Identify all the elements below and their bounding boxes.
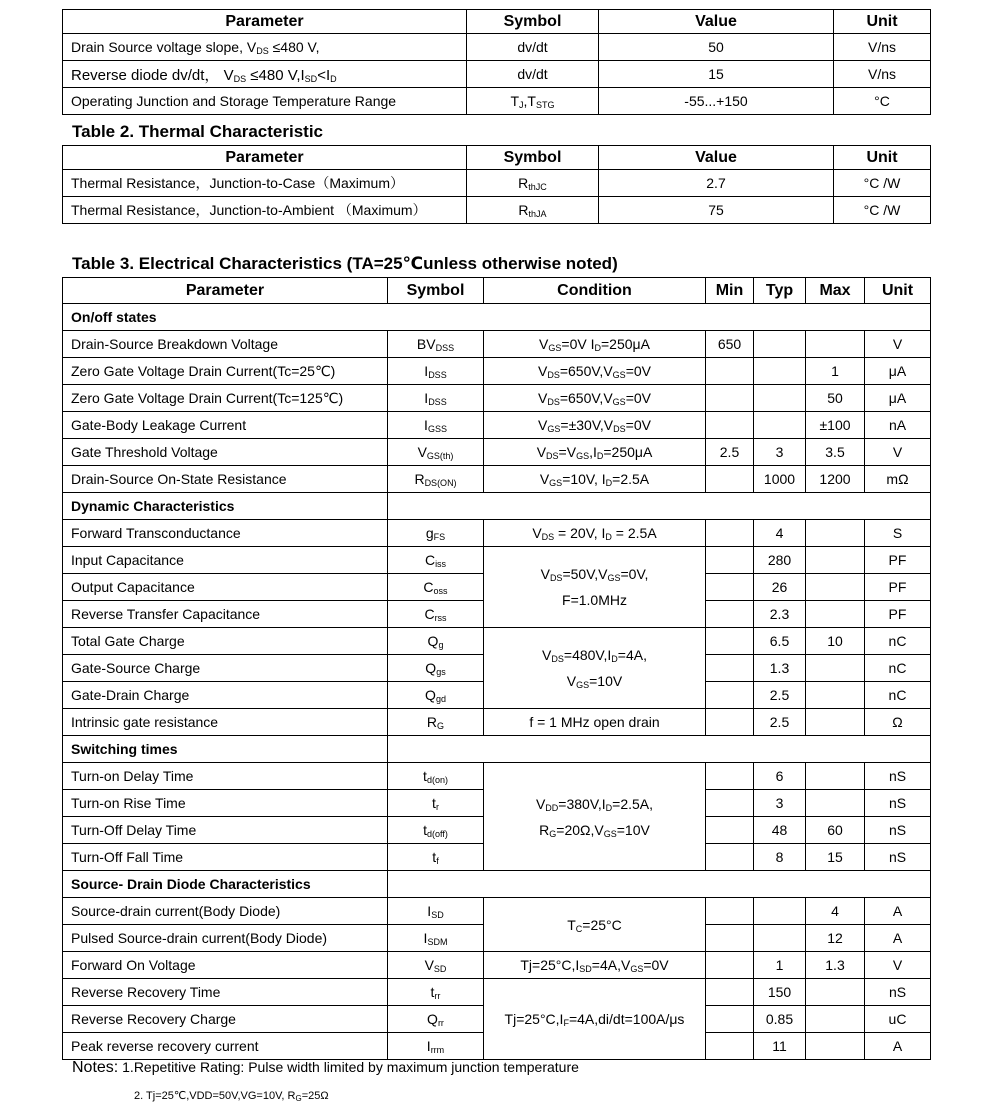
min-cell — [706, 898, 754, 925]
param-cell: Reverse diode dv/dt， $V_{DS} \le 480$ $V,I_{SD}<I_D$ — [63, 61, 467, 88]
condition-cell: $Tj=25^\circ C,I_{SD}=4A,V_{GS}=0V$ — [484, 952, 706, 979]
symbol-cell: $I_{DSS}$ — [388, 385, 484, 412]
condition-cell: $V_{DS}=50V,V_{GS}=0V$, F=1.0MHz — [484, 547, 706, 628]
typ-cell — [754, 385, 806, 412]
condition-cell: $T_C=25^\circ C$ — [484, 898, 706, 952]
max-cell — [806, 709, 865, 736]
header-typ: Typ — [754, 278, 806, 304]
min-cell — [706, 628, 754, 655]
unit-cell: °C — [834, 88, 931, 115]
typ-cell: 280 — [754, 547, 806, 574]
max-cell — [806, 979, 865, 1006]
unit-cell: mΩ — [865, 466, 931, 493]
param-cell: Drain-Source Breakdown Voltage — [63, 331, 388, 358]
value-cell: -55...+150 — [599, 88, 834, 115]
unit-cell: V/ns — [834, 34, 931, 61]
param-cell: Gate-Body Leakage Current — [63, 412, 388, 439]
unit-cell: V — [865, 331, 931, 358]
max-cell: 50 — [806, 385, 865, 412]
min-cell — [706, 655, 754, 682]
section-filler — [388, 871, 931, 898]
symbol-cell: $V_{SD}$ — [388, 952, 484, 979]
section-onoff: On/off states — [63, 304, 931, 331]
typ-cell: 11 — [754, 1033, 806, 1060]
unit-cell: °C /W — [834, 197, 931, 224]
note-1: 1.Repetitive Rating: Pulse width limited by maximum junction temperature — [122, 1059, 579, 1075]
symbol-cell: $I_{GSS}$ — [388, 412, 484, 439]
min-cell — [706, 385, 754, 412]
unit-cell: nS — [865, 979, 931, 1006]
unit-cell: Ω — [865, 709, 931, 736]
param-cell: Reverse Recovery Charge — [63, 1006, 388, 1033]
table-row — [63, 61, 931, 88]
symbol-cell: $I_{DSS}$ — [388, 358, 484, 385]
typ-cell: 1 — [754, 952, 806, 979]
param-cell: Thermal Resistance，Junction-to-Case（Maximum） — [63, 170, 467, 197]
param-cell: Turn-Off Fall Time — [63, 844, 388, 871]
header-value: Value — [599, 10, 834, 34]
typ-cell: 2.3 — [754, 601, 806, 628]
min-cell — [706, 763, 754, 790]
header-condition: Condition — [484, 278, 706, 304]
table-row — [63, 412, 931, 439]
header-parameter: Parameter — [63, 10, 467, 34]
min-cell — [706, 466, 754, 493]
min-cell — [706, 709, 754, 736]
param-cell: Gate-Drain Charge — [63, 682, 388, 709]
unit-cell: μA — [865, 385, 931, 412]
max-cell — [806, 1033, 865, 1060]
table-row — [63, 952, 931, 979]
unit-cell: nC — [865, 682, 931, 709]
param-cell: Zero Gate Voltage Drain Current(Tc=25℃) — [63, 358, 388, 385]
param-cell: Forward On Voltage — [63, 952, 388, 979]
min-cell — [706, 601, 754, 628]
param-cell: Thermal Resistance，Junction-to-Ambient （Maximum） — [63, 197, 467, 224]
param-cell: Drain-Source On-State Resistance — [63, 466, 388, 493]
unit-cell: °C /W — [834, 170, 931, 197]
param-cell: Turn-Off Delay Time — [63, 817, 388, 844]
unit-cell: PF — [865, 601, 931, 628]
symbol-cell: dv/dt — [467, 61, 599, 88]
typ-cell: 4 — [754, 520, 806, 547]
condition-cell: f = 1 MHz open drain — [484, 709, 706, 736]
symbol-cell: $I_{rrm}$ — [388, 1033, 484, 1060]
header-unit: Unit — [834, 146, 931, 170]
table-row — [63, 170, 931, 197]
table-row — [63, 34, 931, 61]
symbol-cell: $R_G$ — [388, 709, 484, 736]
min-cell — [706, 844, 754, 871]
condition-cell: $V_{DS}=480V,I_D=4A$, $V_{GS}=10V$ — [484, 628, 706, 709]
symbol-cell: $T_J,T_{STG}$ — [467, 88, 599, 115]
typ-cell — [754, 412, 806, 439]
header-unit: Unit — [834, 10, 931, 34]
table-row — [63, 385, 931, 412]
min-cell — [706, 547, 754, 574]
symbol-cell: $R_{thJA}$ — [467, 197, 599, 224]
typ-cell: 8 — [754, 844, 806, 871]
section-row — [63, 304, 931, 331]
min-cell — [706, 925, 754, 952]
symbol-cell: $Q_{gd}$ — [388, 682, 484, 709]
min-cell — [706, 682, 754, 709]
symbol-cell: $I_{SDM}$ — [388, 925, 484, 952]
header-symbol: Symbol — [467, 10, 599, 34]
symbol-cell: $t_{rr}$ — [388, 979, 484, 1006]
max-cell: 1 — [806, 358, 865, 385]
min-cell — [706, 1033, 754, 1060]
max-cell — [806, 601, 865, 628]
header-parameter: Parameter — [63, 146, 467, 170]
table-row — [63, 358, 931, 385]
min-cell — [706, 952, 754, 979]
typ-cell — [754, 331, 806, 358]
table-row — [63, 547, 931, 574]
section-filler — [388, 493, 931, 520]
typ-cell — [754, 358, 806, 385]
param-cell: Forward Transconductance — [63, 520, 388, 547]
table-row — [63, 763, 931, 790]
typ-cell — [754, 898, 806, 925]
section-filler — [388, 736, 931, 763]
max-cell — [806, 520, 865, 547]
max-cell — [806, 790, 865, 817]
typ-cell: 6 — [754, 763, 806, 790]
typ-cell: 2.5 — [754, 682, 806, 709]
typ-cell — [754, 925, 806, 952]
symbol-cell: $C_{rss}$ — [388, 601, 484, 628]
unit-cell: uC — [865, 1006, 931, 1033]
unit-cell: nA — [865, 412, 931, 439]
param-cell: Intrinsic gate resistance — [63, 709, 388, 736]
max-cell: 12 — [806, 925, 865, 952]
param-cell: Reverse Transfer Capacitance — [63, 601, 388, 628]
typ-cell: 3 — [754, 439, 806, 466]
unit-cell: A — [865, 898, 931, 925]
unit-cell: nC — [865, 628, 931, 655]
param-cell: Turn-on Delay Time — [63, 763, 388, 790]
condition-cell: $V_{DS}=650V,V_{GS}=0V$ — [484, 358, 706, 385]
symbol-cell: $t_r$ — [388, 790, 484, 817]
section-row — [63, 871, 931, 898]
min-cell: 2.5 — [706, 439, 754, 466]
thermal-table — [62, 145, 931, 224]
table-row — [63, 439, 931, 466]
unit-cell: PF — [865, 547, 931, 574]
typ-cell: 1.3 — [754, 655, 806, 682]
unit-cell: nS — [865, 817, 931, 844]
section-switching: Switching times — [63, 736, 388, 763]
param-cell: Source-drain current(Body Diode) — [63, 898, 388, 925]
param-cell: Input Capacitance — [63, 547, 388, 574]
notes-line-1 — [72, 1059, 579, 1077]
section-dynamic: Dynamic Characteristics — [63, 493, 388, 520]
condition-cell: $V_{DS}=650V,V_{GS}=0V$ — [484, 385, 706, 412]
typ-cell: 26 — [754, 574, 806, 601]
table-row — [63, 898, 931, 925]
unit-cell: V — [865, 439, 931, 466]
table-row — [63, 628, 931, 655]
symbol-cell: $t_{d(off)}$ — [388, 817, 484, 844]
table-row — [63, 331, 931, 358]
param-cell: Turn-on Rise Time — [63, 790, 388, 817]
min-cell — [706, 979, 754, 1006]
electrical-table — [62, 277, 931, 1060]
param-cell: Reverse Recovery Time — [63, 979, 388, 1006]
min-cell — [706, 574, 754, 601]
max-cell: 3.5 — [806, 439, 865, 466]
min-cell — [706, 1006, 754, 1033]
symbol-cell: $C_{iss}$ — [388, 547, 484, 574]
unit-cell: S — [865, 520, 931, 547]
value-cell: 15 — [599, 61, 834, 88]
condition-cell: $V_{GS}=10V$, $I_D=2.5A$ — [484, 466, 706, 493]
symbol-cell: $C_{oss}$ — [388, 574, 484, 601]
symbol-cell: $I_{SD}$ — [388, 898, 484, 925]
notes-lead: Notes: — [72, 1059, 119, 1076]
section-row — [63, 736, 931, 763]
min-cell — [706, 817, 754, 844]
max-ratings-table — [62, 9, 931, 115]
symbol-cell: $R_{DS(ON)}$ — [388, 466, 484, 493]
param-cell: Output Capacitance — [63, 574, 388, 601]
unit-cell: V — [865, 952, 931, 979]
symbol-cell: $t_f$ — [388, 844, 484, 871]
max-cell — [806, 682, 865, 709]
symbol-cell: dv/dt — [467, 34, 599, 61]
condition-cell: $V_{GS}=0V$ $I_D=250\mu A$ — [484, 331, 706, 358]
typ-cell: 1000 — [754, 466, 806, 493]
max-cell — [806, 331, 865, 358]
table-row — [63, 466, 931, 493]
header-min: Min — [706, 278, 754, 304]
param-cell: Gate-Source Charge — [63, 655, 388, 682]
max-cell: ±100 — [806, 412, 865, 439]
symbol-cell: $Q_{gs}$ — [388, 655, 484, 682]
condition-cell: $Tj=25^\circ C,I_F=4A,di/dt=100A/\mu s$ — [484, 979, 706, 1060]
unit-cell: nC — [865, 655, 931, 682]
unit-cell: nS — [865, 790, 931, 817]
symbol-cell: $BV_{DSS}$ — [388, 331, 484, 358]
symbol-cell: $g_{FS}$ — [388, 520, 484, 547]
symbol-cell: $V_{GS(th)}$ — [388, 439, 484, 466]
header-value: Value — [599, 146, 834, 170]
condition-cell: $V_{DD}=380V,I_D=2.5A$, $R_G=20\Omega,V_{GS}=10V$ — [484, 763, 706, 871]
header-max: Max — [806, 278, 865, 304]
table-row — [63, 520, 931, 547]
unit-cell: V/ns — [834, 61, 931, 88]
unit-cell: nS — [865, 763, 931, 790]
value-cell: 75 — [599, 197, 834, 224]
table-row — [63, 979, 931, 1006]
unit-cell: nS — [865, 844, 931, 871]
unit-cell: μA — [865, 358, 931, 385]
typ-cell: 3 — [754, 790, 806, 817]
header-unit: Unit — [865, 278, 931, 304]
symbol-cell: $Q_{rr}$ — [388, 1006, 484, 1033]
min-cell: 650 — [706, 331, 754, 358]
symbol-cell: $R_{thJC}$ — [467, 170, 599, 197]
table3-title: Table 3. Electrical Characteristics (TA=25℃unless otherwise noted) — [72, 254, 618, 273]
max-cell — [806, 763, 865, 790]
max-cell — [806, 547, 865, 574]
header-symbol: Symbol — [388, 278, 484, 304]
symbol-cell: $t_{d(on)}$ — [388, 763, 484, 790]
max-cell: 15 — [806, 844, 865, 871]
table2-title: Table 2. Thermal Characteristic — [72, 122, 324, 141]
min-cell — [706, 412, 754, 439]
table-row — [63, 197, 931, 224]
min-cell — [706, 790, 754, 817]
max-cell: 60 — [806, 817, 865, 844]
typ-cell: 150 — [754, 979, 806, 1006]
unit-cell: PF — [865, 574, 931, 601]
min-cell — [706, 358, 754, 385]
typ-cell: 6.5 — [754, 628, 806, 655]
typ-cell: 0.85 — [754, 1006, 806, 1033]
symbol-cell: $Q_g$ — [388, 628, 484, 655]
param-cell: Operating Junction and Storage Temperature Range — [63, 88, 467, 115]
typ-cell: 2.5 — [754, 709, 806, 736]
max-cell: 1200 — [806, 466, 865, 493]
param-cell: Gate Threshold Voltage — [63, 439, 388, 466]
condition-cell: $V_{DS}=V_{GS},I_D=250\mu A$ — [484, 439, 706, 466]
note-2: 2. Tj=25℃,VDD=50V,VG=10V, $R_G=25\Omega$ — [134, 1090, 329, 1103]
param-cell: Total Gate Charge — [63, 628, 388, 655]
param-cell: Peak reverse recovery current — [63, 1033, 388, 1060]
condition-cell: $V_{GS}=\pm 30V,V_{DS}=0V$ — [484, 412, 706, 439]
max-cell — [806, 574, 865, 601]
header-parameter: Parameter — [63, 278, 388, 304]
max-cell: 10 — [806, 628, 865, 655]
header-symbol: Symbol — [467, 146, 599, 170]
min-cell — [706, 520, 754, 547]
value-cell: 2.7 — [599, 170, 834, 197]
max-cell — [806, 655, 865, 682]
max-cell: 1.3 — [806, 952, 865, 979]
value-cell: 50 — [599, 34, 834, 61]
section-row — [63, 493, 931, 520]
table-row — [63, 709, 931, 736]
max-cell: 4 — [806, 898, 865, 925]
param-cell: Pulsed Source-drain current(Body Diode) — [63, 925, 388, 952]
condition-cell: $V_{DS} = 20V$, $I_D = 2.5A$ — [484, 520, 706, 547]
unit-cell: A — [865, 925, 931, 952]
typ-cell: 48 — [754, 817, 806, 844]
param-cell: Drain Source voltage slope, $V_{DS} \le 480$ V, — [63, 34, 467, 61]
param-cell: Zero Gate Voltage Drain Current(Tc=125℃) — [63, 385, 388, 412]
max-cell — [806, 1006, 865, 1033]
section-diode: Source- Drain Diode Characteristics — [63, 871, 388, 898]
unit-cell: A — [865, 1033, 931, 1060]
table-row — [63, 88, 931, 115]
